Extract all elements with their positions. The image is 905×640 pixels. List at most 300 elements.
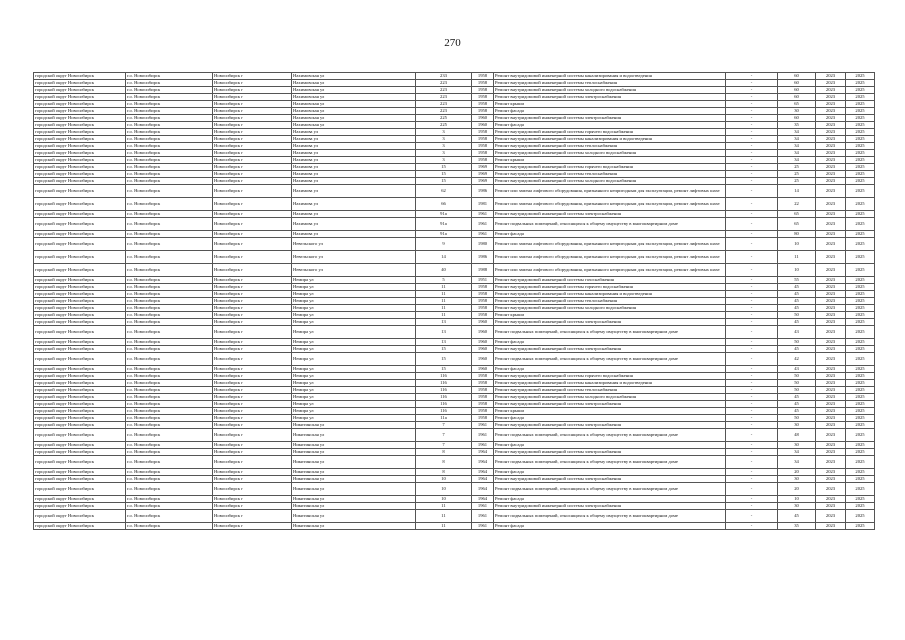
extra-cell: -	[726, 150, 778, 157]
street-cell: Никитинская ул	[292, 496, 416, 503]
work-type-cell: Ремонт внутридомовой инженерной системы электроснабжения	[494, 449, 726, 456]
locality-cell: Новосибирск г	[213, 387, 292, 394]
house-number-cell: 62	[416, 185, 472, 198]
build-year-cell: 1958	[472, 312, 494, 319]
table-row	[34, 157, 875, 164]
extra-cell: -	[726, 496, 778, 503]
extra-cell: -	[726, 298, 778, 305]
build-year-cell: 1960	[472, 122, 494, 129]
extra-cell: -	[726, 346, 778, 353]
district-cell: г.о. Новосибирск	[126, 291, 213, 298]
locality-cell: Новосибирск г	[213, 523, 292, 530]
end-year-cell: 2025	[846, 122, 875, 129]
end-year-cell: 2025	[846, 94, 875, 101]
wear-percent-cell: 45	[778, 401, 816, 408]
locality-cell: Новосибирск г	[213, 429, 292, 442]
extra-cell: -	[726, 211, 778, 218]
district-cell: г.о. Новосибирск	[126, 483, 213, 496]
start-year-cell: 2023	[816, 80, 846, 87]
municipality-cell: городской округ Новосибирск	[34, 476, 126, 483]
work-type-cell: Ремонт внутридомовой инженерной системы горячего водоснабжения	[494, 373, 726, 380]
work-type-cell: Ремонт подвальных помещений, относящихся к общему имуществу в многоквартирном доме	[494, 326, 726, 339]
wear-percent-cell: 34	[778, 157, 816, 164]
end-year-cell: 2025	[846, 373, 875, 380]
wear-percent-cell: 45	[778, 291, 816, 298]
municipality-cell: городской округ Новосибирск	[34, 284, 126, 291]
end-year-cell: 2025	[846, 415, 875, 422]
municipality-cell: городской округ Новосибирск	[34, 171, 126, 178]
work-type-cell: Ремонт внутридомовой инженерной системы холодного водоснабжения	[494, 150, 726, 157]
work-type-cell: Ремонт внутридомовой инженерной системы холодного водоснабжения	[494, 305, 726, 312]
start-year-cell: 2023	[816, 353, 846, 366]
start-year-cell: 2023	[816, 291, 846, 298]
end-year-cell: 2025	[846, 80, 875, 87]
municipality-cell: городской округ Новосибирск	[34, 108, 126, 115]
house-number-cell: 11а	[416, 415, 472, 422]
start-year-cell: 2023	[816, 171, 846, 178]
district-cell: г.о. Новосибирск	[126, 284, 213, 291]
end-year-cell: 2025	[846, 178, 875, 185]
extra-cell: -	[726, 198, 778, 211]
end-year-cell: 2025	[846, 449, 875, 456]
end-year-cell: 2025	[846, 73, 875, 80]
start-year-cell: 2023	[816, 198, 846, 211]
end-year-cell: 2025	[846, 298, 875, 305]
municipality-cell: городской округ Новосибирск	[34, 326, 126, 339]
extra-cell: -	[726, 284, 778, 291]
district-cell: г.о. Новосибирск	[126, 136, 213, 143]
district-cell: г.о. Новосибирск	[126, 87, 213, 94]
house-number-cell: 11	[416, 523, 472, 530]
build-year-cell: 1964	[472, 483, 494, 496]
extra-cell: -	[726, 319, 778, 326]
table-row	[34, 164, 875, 171]
extra-cell: -	[726, 326, 778, 339]
build-year-cell: 1961	[472, 503, 494, 510]
district-cell: г.о. Новосибирск	[126, 218, 213, 231]
table-row	[34, 449, 875, 456]
work-type-cell: Ремонт внутридомовой инженерной системы горячего водоснабжения	[494, 164, 726, 171]
locality-cell: Новосибирск г	[213, 150, 292, 157]
start-year-cell: 2023	[816, 143, 846, 150]
municipality-cell: городской округ Новосибирск	[34, 353, 126, 366]
municipality-cell: городской округ Новосибирск	[34, 523, 126, 530]
municipality-cell: городской округ Новосибирск	[34, 312, 126, 319]
locality-cell: Новосибирск г	[213, 211, 292, 218]
wear-percent-cell: 45	[778, 298, 816, 305]
extra-cell: -	[726, 339, 778, 346]
locality-cell: Новосибирск г	[213, 231, 292, 238]
district-cell: г.о. Новосибирск	[126, 122, 213, 129]
extra-cell: -	[726, 476, 778, 483]
build-year-cell: 1958	[472, 157, 494, 164]
start-year-cell: 2023	[816, 387, 846, 394]
street-cell: Нахимова ул	[292, 198, 416, 211]
wear-percent-cell: 34	[778, 143, 816, 150]
street-cell: Нахимова ул	[292, 231, 416, 238]
street-cell: Немира ул	[292, 339, 416, 346]
district-cell: г.о. Новосибирск	[126, 319, 213, 326]
end-year-cell: 2025	[846, 171, 875, 178]
extra-cell: -	[726, 291, 778, 298]
table-row	[34, 394, 875, 401]
work-type-cell: Ремонт внутридомовой инженерной системы канализирования и водоотведения	[494, 73, 726, 80]
municipality-cell: городской округ Новосибирск	[34, 496, 126, 503]
work-type-cell: Ремонт подвальных помещений, относящихся к общему имуществу в многоквартирном доме	[494, 218, 726, 231]
end-year-cell: 2025	[846, 157, 875, 164]
house-number-cell: 11	[416, 312, 472, 319]
house-number-cell: 3	[416, 143, 472, 150]
house-number-cell: 13	[416, 326, 472, 339]
wear-percent-cell: 20	[778, 469, 816, 476]
build-year-cell: 1986	[472, 185, 494, 198]
start-year-cell: 2023	[816, 366, 846, 373]
street-cell: Немира ул	[292, 277, 416, 284]
build-year-cell: 1958	[472, 73, 494, 80]
municipality-cell: городской округ Новосибирск	[34, 339, 126, 346]
repair-schedule-table	[33, 72, 875, 530]
district-cell: г.о. Новосибирск	[126, 129, 213, 136]
municipality-cell: городской округ Новосибирск	[34, 101, 126, 108]
locality-cell: Новосибирск г	[213, 115, 292, 122]
start-year-cell: 2023	[816, 164, 846, 171]
extra-cell: -	[726, 94, 778, 101]
locality-cell: Новосибирск г	[213, 483, 292, 496]
extra-cell: -	[726, 469, 778, 476]
locality-cell: Новосибирск г	[213, 366, 292, 373]
house-number-cell: 11	[416, 284, 472, 291]
locality-cell: Новосибирск г	[213, 218, 292, 231]
district-cell: г.о. Новосибирск	[126, 449, 213, 456]
house-number-cell: 7	[416, 429, 472, 442]
table-row	[34, 101, 875, 108]
start-year-cell: 2023	[816, 469, 846, 476]
municipality-cell: городской округ Новосибирск	[34, 277, 126, 284]
end-year-cell: 2025	[846, 456, 875, 469]
build-year-cell: 1958	[472, 108, 494, 115]
district-cell: г.о. Новосибирск	[126, 401, 213, 408]
start-year-cell: 2023	[816, 476, 846, 483]
house-number-cell: 5	[416, 277, 472, 284]
street-cell: Никитинская ул	[292, 476, 416, 483]
street-cell: Нахимовская ул	[292, 87, 416, 94]
district-cell: г.о. Новосибирск	[126, 298, 213, 305]
build-year-cell: 1961	[472, 218, 494, 231]
table-row	[34, 523, 875, 530]
end-year-cell: 2025	[846, 401, 875, 408]
locality-cell: Новосибирск г	[213, 449, 292, 456]
build-year-cell: 1958	[472, 373, 494, 380]
build-year-cell: 1960	[472, 319, 494, 326]
municipality-cell: городской округ Новосибирск	[34, 122, 126, 129]
street-cell: Немира ул	[292, 353, 416, 366]
work-type-cell: Ремонт внутридомовой инженерной системы теплоснабжения	[494, 171, 726, 178]
street-cell: Немира ул	[292, 415, 416, 422]
municipality-cell: городской округ Новосибирск	[34, 442, 126, 449]
build-year-cell: 1958	[472, 415, 494, 422]
municipality-cell: городской округ Новосибирск	[34, 80, 126, 87]
start-year-cell: 2023	[816, 422, 846, 429]
work-type-cell: Ремонт фасада	[494, 231, 726, 238]
district-cell: г.о. Новосибирск	[126, 157, 213, 164]
district-cell: г.о. Новосибирск	[126, 353, 213, 366]
start-year-cell: 2023	[816, 449, 846, 456]
municipality-cell: городской округ Новосибирск	[34, 503, 126, 510]
house-number-cell: 3	[416, 129, 472, 136]
street-cell: Немира ул	[292, 312, 416, 319]
district-cell: г.о. Новосибирск	[126, 415, 213, 422]
wear-percent-cell: 30	[778, 503, 816, 510]
start-year-cell: 2023	[816, 319, 846, 326]
build-year-cell: 1980	[472, 238, 494, 251]
locality-cell: Новосибирск г	[213, 469, 292, 476]
extra-cell: -	[726, 80, 778, 87]
work-type-cell: Ремонт подвальных помещений, относящихся к общему имуществу в многоквартирном доме	[494, 353, 726, 366]
locality-cell: Новосибирск г	[213, 415, 292, 422]
house-number-cell: 116	[416, 401, 472, 408]
end-year-cell: 2025	[846, 101, 875, 108]
start-year-cell: 2023	[816, 211, 846, 218]
end-year-cell: 2025	[846, 143, 875, 150]
end-year-cell: 2025	[846, 319, 875, 326]
end-year-cell: 2025	[846, 211, 875, 218]
end-year-cell: 2025	[846, 394, 875, 401]
wear-percent-cell: 42	[778, 353, 816, 366]
locality-cell: Новосибирск г	[213, 238, 292, 251]
start-year-cell: 2023	[816, 456, 846, 469]
table-row	[34, 456, 875, 469]
locality-cell: Новосибирск г	[213, 291, 292, 298]
table-row	[34, 185, 875, 198]
table-row	[34, 115, 875, 122]
start-year-cell: 2023	[816, 523, 846, 530]
locality-cell: Новосибирск г	[213, 251, 292, 264]
locality-cell: Новосибирск г	[213, 394, 292, 401]
build-year-cell: 1958	[472, 380, 494, 387]
table-row	[34, 476, 875, 483]
municipality-cell: городской округ Новосибирск	[34, 456, 126, 469]
municipality-cell: городской округ Новосибирск	[34, 422, 126, 429]
locality-cell: Новосибирск г	[213, 319, 292, 326]
start-year-cell: 2023	[816, 442, 846, 449]
table-row	[34, 483, 875, 496]
extra-cell: -	[726, 387, 778, 394]
start-year-cell: 2023	[816, 73, 846, 80]
table-row	[34, 298, 875, 305]
table-row	[34, 129, 875, 136]
district-cell: г.о. Новосибирск	[126, 442, 213, 449]
table-row	[34, 231, 875, 238]
municipality-cell: городской округ Новосибирск	[34, 469, 126, 476]
district-cell: г.о. Новосибирск	[126, 523, 213, 530]
work-type-cell: Ремонт внутридомовой инженерной системы холодного водоснабжения	[494, 87, 726, 94]
table-row	[34, 251, 875, 264]
district-cell: г.о. Новосибирск	[126, 429, 213, 442]
municipality-cell: городской округ Новосибирск	[34, 185, 126, 198]
build-year-cell: 1964	[472, 469, 494, 476]
work-type-cell: Ремонт крыши	[494, 312, 726, 319]
municipality-cell: городской округ Новосибирск	[34, 115, 126, 122]
district-cell: г.о. Новосибирск	[126, 408, 213, 415]
house-number-cell: 8	[416, 456, 472, 469]
build-year-cell: 1960	[472, 339, 494, 346]
table-row	[34, 178, 875, 185]
extra-cell: -	[726, 429, 778, 442]
municipality-cell: городской округ Новосибирск	[34, 401, 126, 408]
build-year-cell: 1961	[472, 442, 494, 449]
district-cell: г.о. Новосибирск	[126, 150, 213, 157]
locality-cell: Новосибирск г	[213, 108, 292, 115]
extra-cell: -	[726, 238, 778, 251]
street-cell: Немира ул	[292, 401, 416, 408]
municipality-cell: городской округ Новосибирск	[34, 94, 126, 101]
end-year-cell: 2025	[846, 185, 875, 198]
street-cell: Никитинская ул	[292, 503, 416, 510]
wear-percent-cell: 60	[778, 73, 816, 80]
street-cell: Нахимова ул	[292, 185, 416, 198]
house-number-cell: 7	[416, 442, 472, 449]
district-cell: г.о. Новосибирск	[126, 510, 213, 523]
street-cell: Немира ул	[292, 305, 416, 312]
table-row	[34, 218, 875, 231]
table-body	[34, 73, 875, 530]
end-year-cell: 2025	[846, 408, 875, 415]
wear-percent-cell: 22	[778, 198, 816, 211]
table-row	[34, 198, 875, 211]
house-number-cell: 116	[416, 373, 472, 380]
street-cell: Нахимова ул	[292, 178, 416, 185]
build-year-cell: 1960	[472, 346, 494, 353]
table-row	[34, 415, 875, 422]
street-cell: Немира ул	[292, 319, 416, 326]
house-number-cell: 10	[416, 496, 472, 503]
locality-cell: Новосибирск г	[213, 171, 292, 178]
street-cell: Никитинская ул	[292, 449, 416, 456]
locality-cell: Новосибирск г	[213, 510, 292, 523]
end-year-cell: 2025	[846, 108, 875, 115]
extra-cell: -	[726, 401, 778, 408]
build-year-cell: 1958	[472, 291, 494, 298]
work-type-cell: Ремонт внутридомовой инженерной системы канализирования и водоотведения	[494, 291, 726, 298]
work-type-cell: Ремонт или замена лифтового оборудования, признанного непригодным для эксплуатации, ремонт лифтовых шахт	[494, 264, 726, 277]
end-year-cell: 2025	[846, 291, 875, 298]
wear-percent-cell: 34	[778, 129, 816, 136]
locality-cell: Новосибирск г	[213, 264, 292, 277]
house-number-cell: 15	[416, 353, 472, 366]
start-year-cell: 2023	[816, 380, 846, 387]
build-year-cell: 1960	[472, 115, 494, 122]
house-number-cell: 13	[416, 319, 472, 326]
build-year-cell: 1960	[472, 366, 494, 373]
work-type-cell: Ремонт внутридомовой инженерной системы электроснабжения	[494, 346, 726, 353]
extra-cell: -	[726, 157, 778, 164]
wear-percent-cell: 50	[778, 380, 816, 387]
wear-percent-cell: 50	[778, 415, 816, 422]
locality-cell: Новосибирск г	[213, 422, 292, 429]
table-row	[34, 143, 875, 150]
work-type-cell: Ремонт или замена лифтового оборудования, признанного непригодным для эксплуатации, ремонт лифтовых шахт	[494, 251, 726, 264]
district-cell: г.о. Новосибирск	[126, 312, 213, 319]
house-number-cell: 116	[416, 380, 472, 387]
build-year-cell: 1964	[472, 496, 494, 503]
work-type-cell: Ремонт внутридомовой инженерной системы теплоснабжения	[494, 298, 726, 305]
start-year-cell: 2023	[816, 122, 846, 129]
district-cell: г.о. Новосибирск	[126, 164, 213, 171]
build-year-cell: 1969	[472, 164, 494, 171]
district-cell: г.о. Новосибирск	[126, 277, 213, 284]
start-year-cell: 2023	[816, 312, 846, 319]
build-year-cell: 1958	[472, 387, 494, 394]
wear-percent-cell: 60	[778, 87, 816, 94]
work-type-cell: Ремонт фасада	[494, 469, 726, 476]
house-number-cell: 7	[416, 422, 472, 429]
work-type-cell: Ремонт фасада	[494, 415, 726, 422]
municipality-cell: городской округ Новосибирск	[34, 264, 126, 277]
build-year-cell: 1986	[472, 251, 494, 264]
wear-percent-cell: 30	[778, 108, 816, 115]
house-number-cell: 3	[416, 136, 472, 143]
district-cell: г.о. Новосибирск	[126, 198, 213, 211]
house-number-cell: 40	[416, 264, 472, 277]
street-cell: Никитинская ул	[292, 422, 416, 429]
start-year-cell: 2023	[816, 305, 846, 312]
house-number-cell: 8	[416, 469, 472, 476]
start-year-cell: 2023	[816, 264, 846, 277]
table-row	[34, 312, 875, 319]
end-year-cell: 2025	[846, 238, 875, 251]
district-cell: г.о. Новосибирск	[126, 171, 213, 178]
end-year-cell: 2025	[846, 523, 875, 530]
district-cell: г.о. Новосибирск	[126, 373, 213, 380]
house-number-cell: 116	[416, 387, 472, 394]
end-year-cell: 2025	[846, 422, 875, 429]
start-year-cell: 2023	[816, 101, 846, 108]
start-year-cell: 2023	[816, 157, 846, 164]
build-year-cell: 1960	[472, 353, 494, 366]
district-cell: г.о. Новосибирск	[126, 422, 213, 429]
street-cell: Никитинская ул	[292, 442, 416, 449]
work-type-cell: Ремонт подвальных помещений, относящихся к общему имуществу в многоквартирном доме	[494, 456, 726, 469]
extra-cell: -	[726, 380, 778, 387]
start-year-cell: 2023	[816, 394, 846, 401]
municipality-cell: городской округ Новосибирск	[34, 73, 126, 80]
house-number-cell: 116	[416, 408, 472, 415]
build-year-cell: 1961	[472, 211, 494, 218]
locality-cell: Новосибирск г	[213, 87, 292, 94]
table-row	[34, 171, 875, 178]
table-row	[34, 429, 875, 442]
municipality-cell: городской округ Новосибирск	[34, 150, 126, 157]
wear-percent-cell: 34	[778, 150, 816, 157]
end-year-cell: 2025	[846, 353, 875, 366]
extra-cell: -	[726, 353, 778, 366]
district-cell: г.о. Новосибирск	[126, 178, 213, 185]
house-number-cell: 10	[416, 483, 472, 496]
district-cell: г.о. Новосибирск	[126, 346, 213, 353]
end-year-cell: 2025	[846, 251, 875, 264]
street-cell: Нахимова ул	[292, 211, 416, 218]
end-year-cell: 2025	[846, 429, 875, 442]
work-type-cell: Ремонт внутридомовой инженерной системы газоснабжения	[494, 277, 726, 284]
municipality-cell: городской округ Новосибирск	[34, 238, 126, 251]
wear-percent-cell: 25	[778, 178, 816, 185]
start-year-cell: 2023	[816, 150, 846, 157]
house-number-cell: 10	[416, 476, 472, 483]
table-row	[34, 211, 875, 218]
work-type-cell: Ремонт или замена лифтового оборудования, признанного непригодным для эксплуатации, ремонт лифтовых шахт	[494, 198, 726, 211]
district-cell: г.о. Новосибирск	[126, 476, 213, 483]
start-year-cell: 2023	[816, 503, 846, 510]
